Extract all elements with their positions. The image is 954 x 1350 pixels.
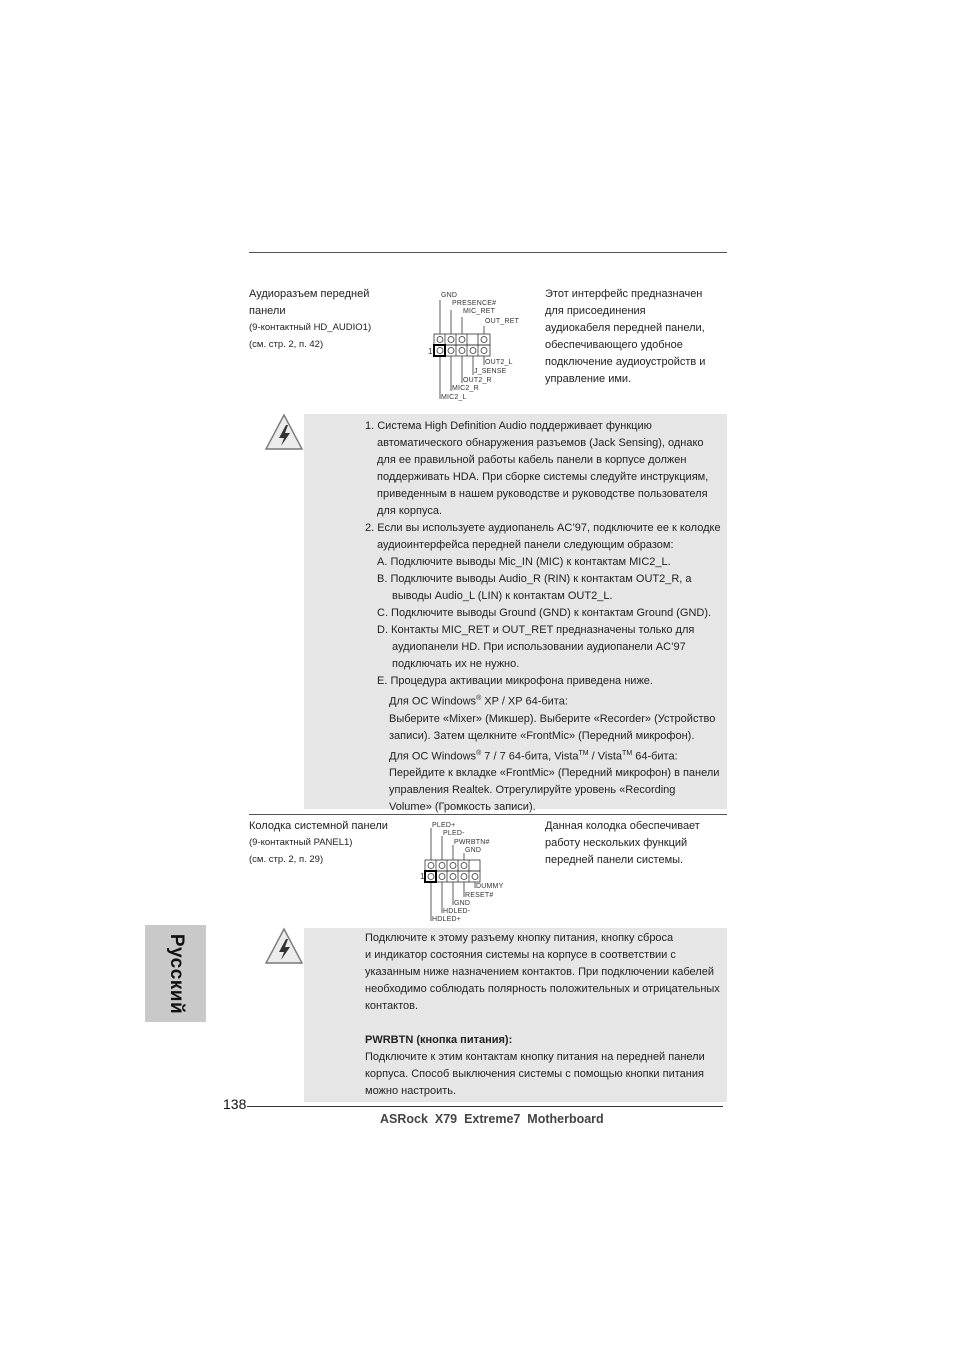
- pin-label-pwrbtn: PWRBTN#: [454, 839, 490, 846]
- language-side-tab: Русский: [145, 925, 206, 1022]
- pin-label-out2-l: OUT2_L: [485, 359, 513, 366]
- audio-header-ref: (см. стр. 2, п. 42): [249, 339, 324, 350]
- pin-label-pled-plus: PLED+: [432, 822, 456, 829]
- panel-header-subtitle: (9-контактный PANEL1): [249, 837, 353, 848]
- pin-label-gnd-top: GND: [465, 847, 482, 854]
- pin-label-pled-minus: PLED-: [443, 830, 465, 837]
- panel-header-ref: (см. стр. 2, п. 29): [249, 854, 324, 865]
- footer-rule: [247, 1106, 723, 1107]
- panel-header-description: Данная колодка обеспечивает работу нескольких функций передней панели системы.: [545, 820, 700, 866]
- panel-header-title: Колодка системной панели: [249, 820, 388, 832]
- pin-label-hdled-plus: HDLED+: [432, 916, 462, 923]
- pin-label-1: 1: [420, 872, 425, 881]
- page-number: 138: [223, 1096, 247, 1112]
- panel-connector-diagram: [420, 822, 510, 924]
- warning-icon: [264, 412, 304, 452]
- pin-label-dummy: DUMMY: [476, 883, 504, 890]
- audio-connector-diagram: [425, 290, 535, 405]
- pwrbtn-heading: PWRBTN (кнопка питания):: [365, 1034, 513, 1046]
- pin-label-mic2-l: MIC2_L: [441, 394, 467, 401]
- pin-label-mic-ret: MIC_RET: [463, 308, 496, 315]
- pin-label-1: 1: [428, 347, 433, 356]
- pin-label-hdled-minus: HDLED-: [443, 908, 471, 915]
- pin-label-mic2-r: MIC2_R: [452, 385, 479, 392]
- pin-label-j-sense: J_SENSE: [474, 368, 507, 375]
- pin-label-presence: PRESENCE#: [452, 300, 497, 307]
- audio-header-subtitle: (9-контактный HD_AUDIO1): [249, 322, 372, 333]
- warning-icon: [264, 926, 304, 966]
- pin-label-out-ret: OUT_RET: [485, 318, 520, 325]
- note-windows-7-line: Для ОС Windows® 7 / 7 64-бита, Vista™ / Vista™ 64-бита:: [389, 749, 678, 763]
- note-panel-text: Подключите к этому разъему кнопку питания, кнопку сброса и индикатор состояния системы на корпусе в соответствии с указанным ниже назначением контактов. При подключении кабелей необходимо соблюдать полярность положительных и отрицательных контактов. PWRBTN (кнопка питания): Подключите к этим контактам кнопку питания на передней панели корпуса. Способ выключения системы с помощью кнопки питания можно настроить.: [365, 930, 727, 1100]
- pin-label-out2-r: OUT2_R: [463, 377, 492, 384]
- audio-header-description: Этот интерфейс предназначен для присоединения аудиокабеля передней панели, обеспечивающего удобное подключение аудиоустройств и управление ими.: [545, 288, 706, 385]
- top-rule: [249, 252, 727, 253]
- pin-label-reset: RESET#: [465, 892, 494, 899]
- note-audio-text: 1. Система High Definition Audio поддерживает функцию автоматического обнаружения разъемов (Jack Sensing), однако для ее правильной работы кабель панели в корпусе должен поддерживать HDA. При сборке системы следуйте инструкциям, приведенным в нашем руководстве и руководстве пользователя для корпуса. 2. Если вы используете аудиопанель AC’97, подключите ее к колодке аудиоинтерфейса передней панели следующим образом: A. Подключите выводы Mic_IN (MIC) к контактам MIC2_L. B. Подключите выводы Audio_R (RIN) к контактам OUT2_R, а выводы Audio_L (LIN) к контактам OUT2_L. C. Подключите выводы Ground (GND) к контактам Ground (GND). D. Контакты MIC_RET и OUT_RET предназначены только для аудиопанели HD. При использовании аудиопанели AC’97 подключать их не нужно. E. Процедура активации микрофона приведена ниже. Для ОС Windows® XP / XP 64-бита: Выберите «Mixer» (Микшер). Выберите «Recorder» (Устройство записи). Затем щелкните «FrontMic» (Передний микрофон). Для ОС Windows® 7 / 7 64-бита, Vista™ / Vista™ 64-бита: Перейдите к вкладке «FrontMic» (Передний микрофон) в панели управления Realtek. Отрегулируйте уровень «Recording Volume» (Громкость записи).: [365, 418, 727, 816]
- pin-label-gnd-bottom: GND: [454, 900, 471, 907]
- pin-label-gnd: GND: [441, 292, 458, 299]
- note-windows-xp-line: Для ОС Windows® XP / XP 64-бита:: [389, 695, 568, 708]
- audio-header-title: Аудиоразъем передней панели: [249, 288, 370, 317]
- footer-product-name: ASRock X79 Extreme7 Motherboard: [380, 1112, 604, 1126]
- section-rule: [249, 814, 727, 815]
